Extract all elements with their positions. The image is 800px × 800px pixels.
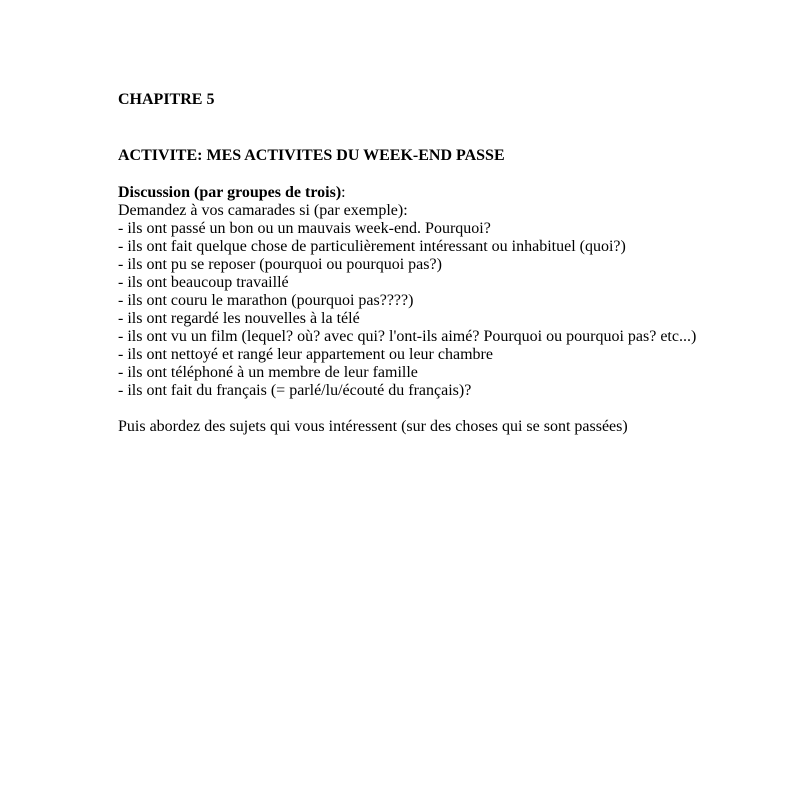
- list-item: - ils ont fait quelque chose de particulièrement intéressant ou inhabituel (quoi?): [118, 238, 626, 255]
- discussion-heading-colon: :: [341, 184, 346, 201]
- discussion-heading: Discussion (par groupes de trois): [118, 184, 342, 201]
- discussion-intro: Demandez à vos camarades si (par exemple):: [118, 202, 408, 219]
- list-item: - ils ont passé un bon ou un mauvais week-end. Pourquoi?: [118, 220, 491, 237]
- discussion-section: [118, 184, 758, 400]
- activity-title: ACTIVITE: MES ACTIVITES DU WEEK-END PASSE: [118, 147, 505, 164]
- list-item: - ils ont pu se reposer (pourquoi ou pourquoi pas?): [118, 256, 442, 273]
- list-item: - ils ont couru le marathon (pourquoi pas????): [118, 292, 414, 309]
- list-item: - ils ont regardé les nouvelles à la télé: [118, 310, 360, 327]
- closing-paragraph: Puis abordez des sujets qui vous intéressent (sur des choses qui se sont passées): [118, 418, 628, 435]
- list-item: - ils ont fait du français (= parlé/lu/écouté du français)?: [118, 382, 472, 399]
- list-item: - ils ont beaucoup travaillé: [118, 274, 289, 291]
- question-list: [118, 220, 758, 400]
- list-item: - ils ont téléphoné à un membre de leur famille: [118, 364, 418, 381]
- list-item: - ils ont vu un film (lequel? où? avec qui? l'ont-ils aimé? Pourquoi ou pourquoi pas? etc...): [118, 328, 697, 345]
- chapter-heading: CHAPITRE 5: [118, 91, 215, 108]
- list-item: - ils ont nettoyé et rangé leur appartement ou leur chambre: [118, 346, 493, 363]
- document-page: [118, 88, 758, 452]
- discussion-heading-line: [118, 184, 758, 202]
